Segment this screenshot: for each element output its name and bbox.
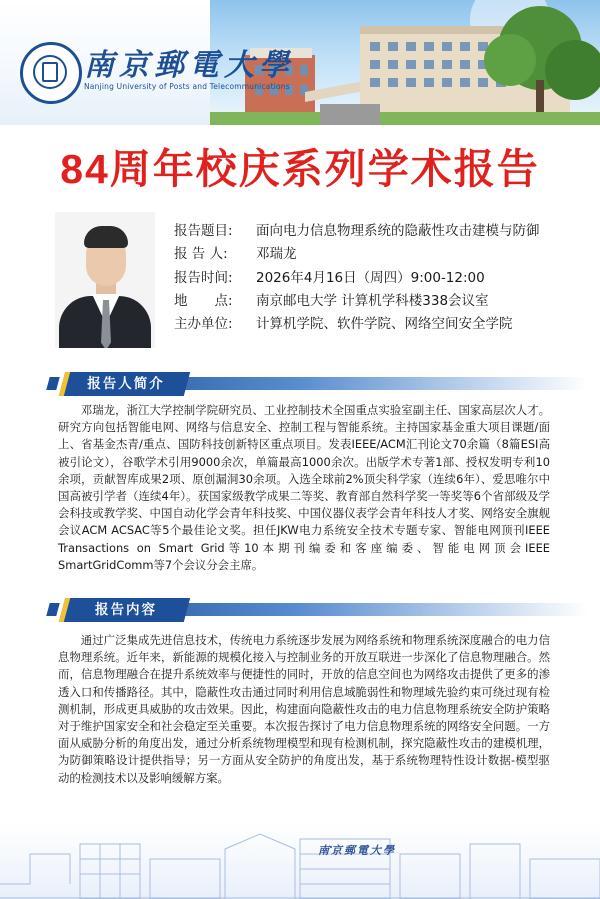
info-label: 报 告 人:: [174, 246, 228, 263]
talk-info: [174, 220, 540, 336]
info-label: 主办单位:: [174, 316, 233, 333]
university-name-english: Nanjing University of Posts and Telecommunications: [84, 82, 290, 91]
info-row-location: [174, 290, 540, 313]
footer-university-mark: 南京郵電大學: [318, 844, 396, 857]
info-value: 南京邮电大学 计算机学科楼338会议室: [256, 292, 489, 309]
info-value: 计算机学院、软件学院、网络空间安全学院: [256, 316, 513, 333]
section-banner-content: [48, 598, 600, 622]
section-banner-bio: [48, 372, 600, 396]
info-row-speaker: [174, 243, 540, 266]
info-row-title: [174, 220, 540, 243]
university-logo-seal: [20, 42, 82, 104]
section-heading-content: 报告内容: [95, 602, 157, 618]
info-label: 报告时间:: [174, 269, 233, 286]
info-label: 地 点:: [174, 292, 233, 309]
campus-lineart-illustration: [0, 824, 600, 899]
university-name: 南京郵電大學: [84, 48, 294, 83]
info-row-organizer: [174, 313, 540, 336]
info-value: 面向电力信息物理系统的隐蔽性攻击建模与防御: [256, 223, 540, 239]
talk-abstract-text: 通过广泛集成先进信息技术，传统电力系统逐步发展为网络系统和物理系统深度融合的电力信息物理系统。近年来，新能源的规模化接入与控制业务的开放互联进一步深化了信息物理融合。然而，信息物理融合在提升系统效率与便捷性的同时，开放的信息空间也为网络攻击提供了更多的渗透入口和传播路径。其中，隐蔽性攻击通过同时利用信息域脆弱性和物理域先验约束可绕过现有检测机制，形成更具威胁的攻击效果。因此，构建面向隐蔽性攻击的电力信息物理系统安全防护策略对于维护国家安全和社会稳定至关重要。本次报告探讨了电力信息物理系统的网络安全问题。一方面从威胁分析的角度出发，通过分析系统物理模型和现有检测机制，探究隐蔽性攻击的建模机理，为防御策略设计提供指导；另一方面从安全防护的角度出发，基于系统物理特性设计数据-模型驱动的检测技术以及影响缓解方案。: [58, 633, 550, 785]
info-row-time: [174, 267, 540, 290]
section-heading-bio: 报告人简介: [87, 376, 165, 392]
footer-campus-lineart: [0, 824, 600, 899]
info-value: 邓瑞龙: [256, 246, 297, 263]
info-label: 报告题目:: [174, 223, 233, 239]
speaker-bio-text: 邓瑞龙，浙江大学控制学院研究员、工业控制技术全国重点实验室副主任、国家高层次人才。研究方向包括智能电网、网络与信息安全、控制工程与智能系统。主持国家基金重大项目课题/面上、省基金杰青/重点、国防科技创新特区重点项目。发表IEEE/ACM汇刊论文70余篇（8篇ESI高被引论文），谷歌学术引用9000余次，单篇最高1000余次。出版学术专著1部、授权发明专利10余项，贡献智库成果2项、原创漏洞30余项。入选全球前2%顶尖科学家（连续6年）、爱思唯尔中国高被引学者（连续4年）。获国家级教学成果二等奖、教育部自然科学奖一等奖等6个省部级及学会科技或教学奖、中国自动化学会青年科技奖、中国仪器仪表学会青年科技人才奖、网络安全旗舰会议ACM ACSAC等5个最佳论文奖。担任JKW电力系统安全技术专题专家、智能电网顶刊IEEE Transactions on Smart Grid等10本期刊编委和客座编委、智能电网顶会IEEE SmartGridComm等7个会议分会主席。: [58, 403, 550, 572]
page-title: 84周年校庆系列学术报告: [60, 146, 540, 192]
info-value: 2026年4月16日（周四）9:00-12:00: [256, 269, 485, 286]
speaker-photo: [55, 212, 155, 348]
header-banner: [0, 0, 600, 125]
